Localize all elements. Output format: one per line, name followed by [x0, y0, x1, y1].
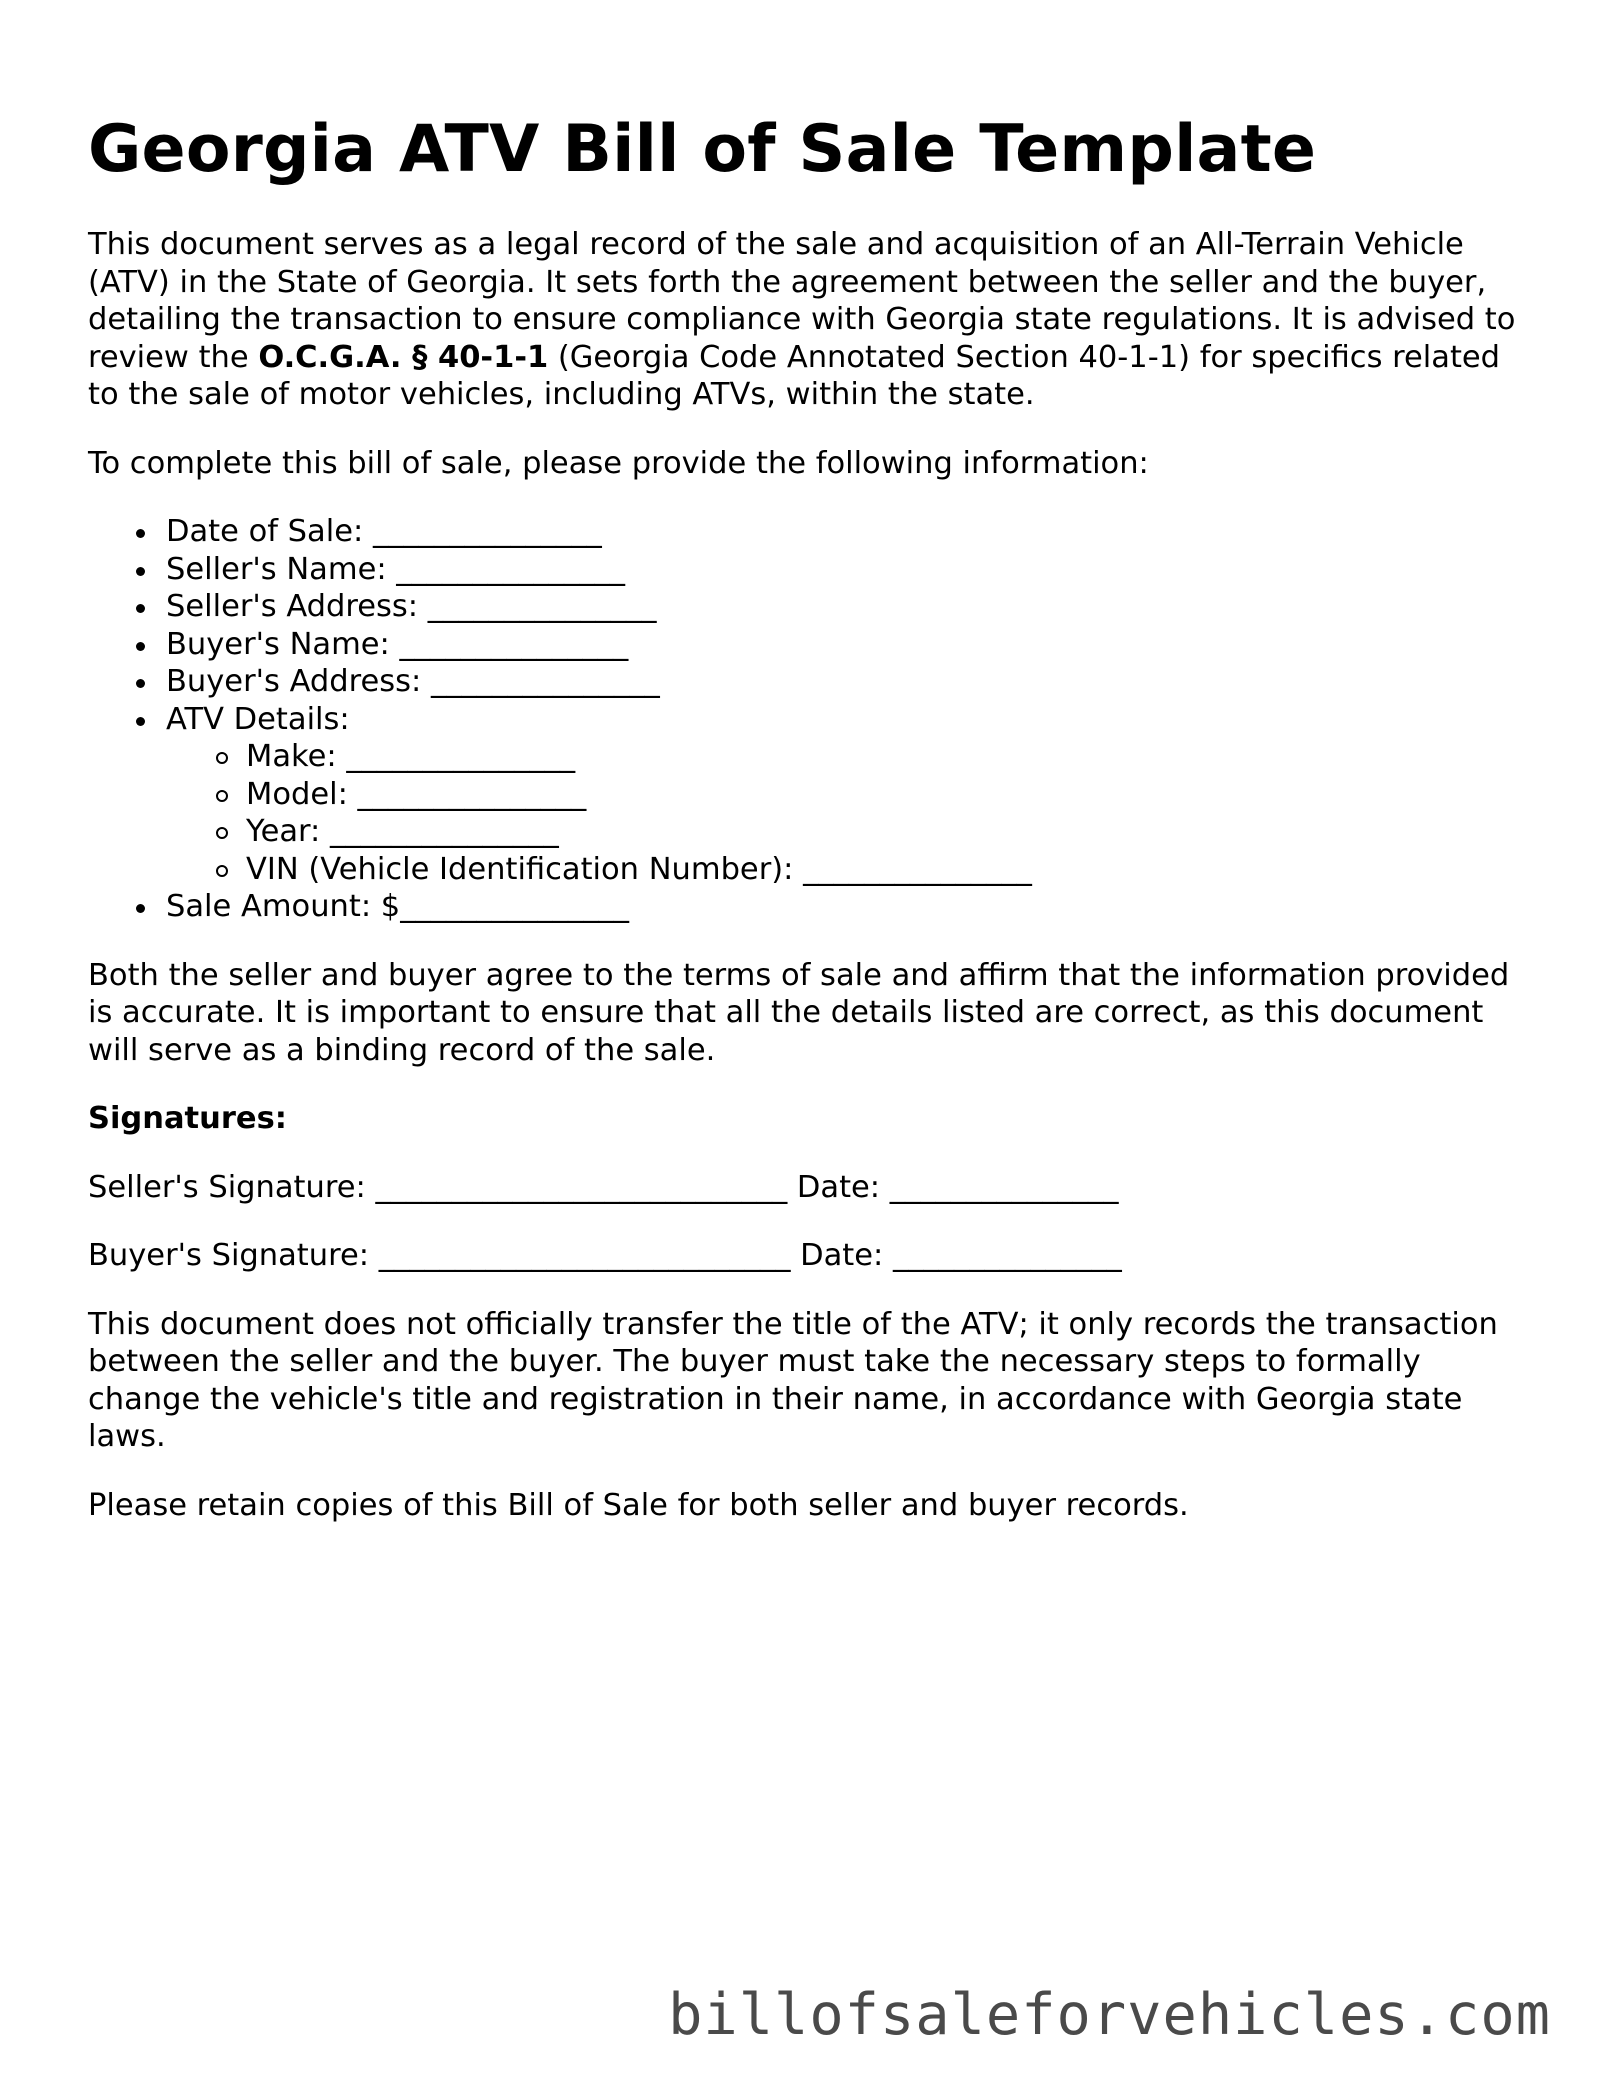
instructions-paragraph: To complete this bill of sale, please provide the following information: — [88, 445, 1149, 481]
list-item-buyer-address: Buyer's Address: _______________ — [166, 663, 1528, 701]
site-watermark: billofsaleforvehicles.com — [668, 1982, 1551, 2048]
information-list — [88, 513, 1528, 926]
list-item-year: Year: _______________ — [246, 813, 1528, 851]
retain-note: Please retain copies of this Bill of Sale for both seller and buyer records. — [88, 1487, 1189, 1523]
disclaimer-paragraph: This document does not officially transfer the title of the ATV; it only records the transaction between the seller and the buyer. The buyer must take the necessary steps to formally change the vehicle's title and registration in their name, in accordance with Georgia state laws. — [88, 1306, 1498, 1454]
agreement-paragraph: Both the seller and buyer agree to the terms of sale and affirm that the information provided is accurate. It is important to ensure that all the details listed are correct, as this document will serve as a binding record of the sale. — [88, 957, 1510, 1068]
intro-paragraph — [88, 226, 1528, 414]
list-item-model: Model: _______________ — [246, 776, 1528, 814]
page-title: Georgia ATV Bill of Sale Template — [88, 112, 1317, 187]
document-page — [88, 110, 1528, 1555]
intro-text-before: This document serves as a legal record of the sale and acquisition of an All-Terrain Vehicle (ATV) in the State of Georgia. It sets forth the agreement between the seller and the buyer, detailing the transaction to ensure compliance with Georgia state regulations. It is advised to review the — [88, 227, 1516, 375]
list-item-date-of-sale: Date of Sale: _______________ — [166, 513, 1528, 551]
seller-signature-line: Seller's Signature: ___________________________ Date: _______________ — [88, 1169, 1119, 1205]
code-reference: O.C.G.A. § 40-1-1 — [258, 339, 549, 375]
list-item-atv-details — [166, 701, 1528, 889]
list-item-sale-amount: Sale Amount: $_______________ — [166, 888, 1528, 926]
atv-details-label: ATV Details: — [166, 701, 350, 737]
atv-details-sublist — [166, 738, 1528, 888]
list-item-buyer-name: Buyer's Name: _______________ — [166, 626, 1528, 664]
intro-text-after: (Georgia Code Annotated Section 40-1-1) for specifics related to the sale of motor vehicles, including ATVs, within the state. — [88, 339, 1501, 412]
buyer-signature-line: Buyer's Signature: ___________________________ Date: _______________ — [88, 1238, 1122, 1273]
signatures-heading: Signatures: — [88, 1101, 287, 1136]
list-item-make: Make: _______________ — [246, 738, 1528, 776]
list-item-seller-name: Seller's Name: _______________ — [166, 551, 1528, 589]
list-item-vin: VIN (Vehicle Identification Number): _______________ — [246, 851, 1528, 889]
list-item-seller-address: Seller's Address: _______________ — [166, 588, 1528, 626]
